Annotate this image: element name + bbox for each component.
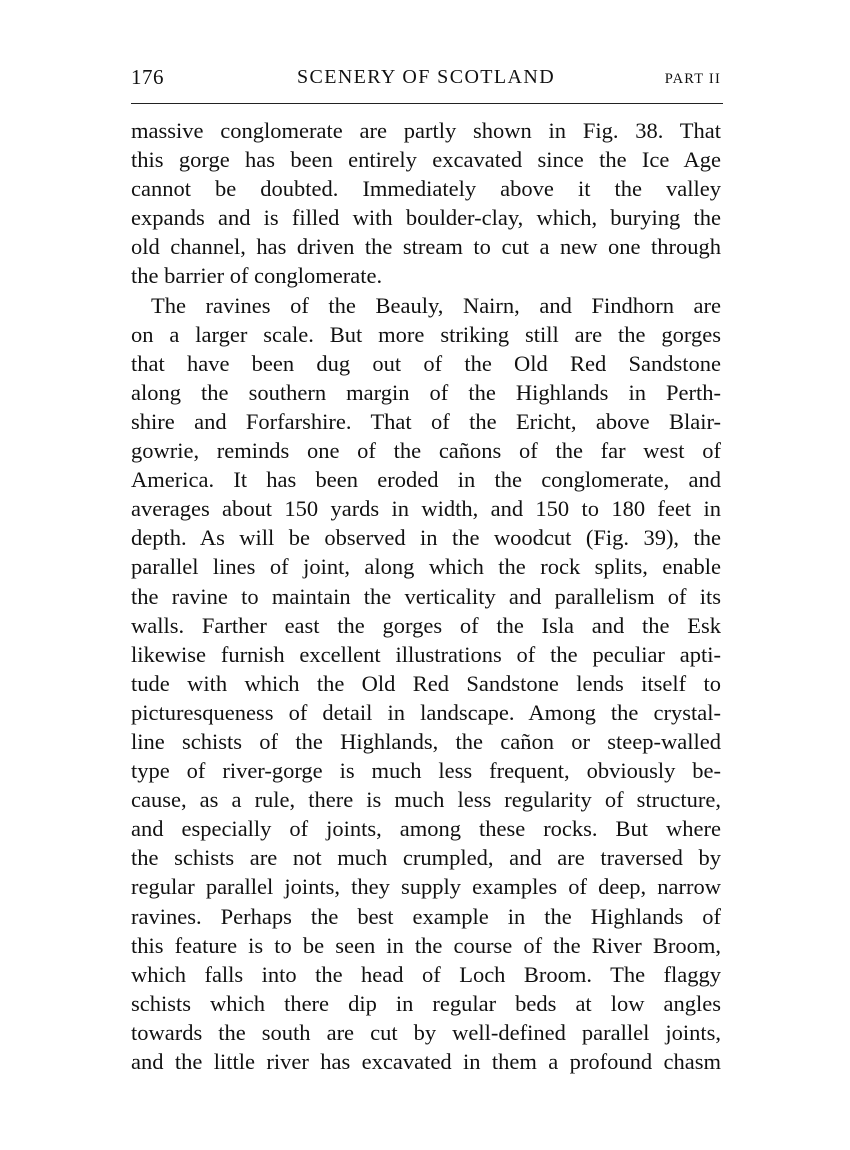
text-line: America. It has been eroded in the conglomerate, and [131, 467, 721, 493]
text-line: the schists are not much crumpled, and are traversed by [131, 845, 721, 871]
text-line: line schists of the Highlands, the cañon or steep-walled [131, 728, 721, 754]
text-line: cause, as a rule, there is much less regularity of structure, [131, 787, 721, 813]
text-line: old channel, has driven the stream to cut a new one through [131, 234, 721, 260]
header-rule [131, 103, 723, 104]
text-line: the barrier of conglomerate. [131, 263, 383, 289]
text-line: type of river-gorge is much less frequent, obviously be- [131, 758, 721, 784]
running-head [131, 62, 721, 92]
text-line: picturesqueness of detail in landscape. Among the crystal- [131, 699, 721, 725]
text-line: walls. Farther east the gorges of the Isla and the Esk [131, 612, 721, 638]
text-line: shire and Forfarshire. That of the Ericht, above Blair- [131, 408, 721, 434]
text-line: The ravines of the Beauly, Nairn, and Findhorn are [151, 292, 721, 318]
text-line: regular parallel joints, they supply examples of deep, narrow [131, 874, 721, 900]
body-text [131, 116, 721, 1076]
text-line: schists which there dip in regular beds at low angles [131, 990, 721, 1016]
text-line: and especially of joints, among these rocks. But where [131, 816, 721, 842]
text-line: along the southern margin of the Highlands in Perth- [131, 379, 721, 405]
text-line: which falls into the head of Loch Broom. The flaggy [131, 961, 721, 987]
text-line: cannot be doubted. Immediately above it the valley [131, 176, 721, 202]
text-line: parallel lines of joint, along which the rock splits, enable [131, 554, 721, 580]
text-line: that have been dug out of the Old Red Sandstone [131, 350, 721, 376]
text-line: and the little river has excavated in them a profound chasm [131, 1049, 721, 1074]
text-line: ravines. Perhaps the best example in the Highlands of [131, 903, 721, 929]
text-line: tude with which the Old Red Sandstone lends itself to [131, 670, 721, 696]
text-line: depth. As will be observed in the woodcut (Fig. 39), the [131, 525, 721, 551]
text-line: averages about 150 yards in width, and 150 to 180 feet in [131, 496, 721, 522]
part-label: PART II [664, 71, 721, 87]
text-line: expands and is filled with boulder-clay, which, burying the [131, 205, 721, 231]
page-number: 176 [131, 65, 164, 89]
text-line: this gorge has been entirely excavated since the Ice Age [131, 147, 721, 173]
text-line: massive conglomerate are partly shown in Fig. 38. That [131, 118, 721, 143]
text-line: this feature is to be seen in the course of the River Broom, [131, 932, 721, 958]
text-line: likewise furnish excellent illustrations of the peculiar apti- [131, 641, 721, 667]
text-line: gowrie, reminds one of the cañons of the far west of [131, 438, 721, 464]
text-line: the ravine to maintain the verticality and parallelism of its [131, 583, 721, 609]
text-line: towards the south are cut by well-defined parallel joints, [131, 1019, 721, 1045]
text-line: on a larger scale. But more striking still are the gorges [131, 321, 721, 347]
running-title: SCENERY OF SCOTLAND [296, 66, 556, 88]
